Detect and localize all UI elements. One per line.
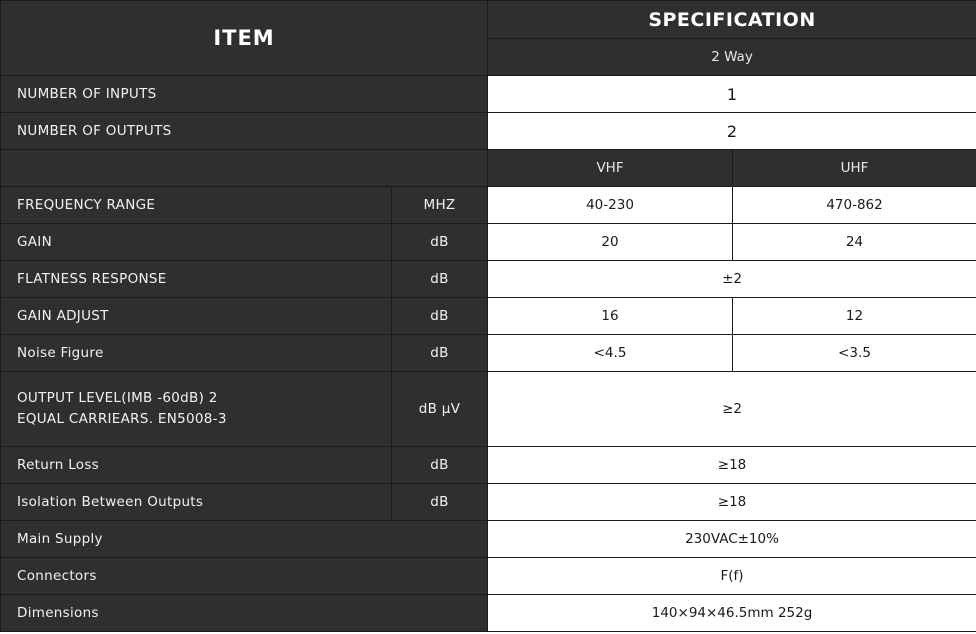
row-unit: dB μV (392, 372, 488, 447)
row-label: Isolation Between Outputs (1, 484, 392, 521)
row-unit: dB (392, 484, 488, 521)
table-row (1, 187, 976, 224)
specification-header: SPECIFICATION (488, 1, 976, 39)
vhf-value: 20 (488, 224, 733, 261)
row-label: GAIN (1, 224, 392, 261)
row-unit: dB (392, 298, 488, 335)
row-label: Connectors (1, 558, 488, 595)
row-label: NUMBER OF INPUTS (1, 76, 488, 113)
uhf-value: 24 (733, 224, 976, 261)
vhf-header: VHF (488, 150, 733, 187)
table-row (1, 298, 976, 335)
table-row (1, 558, 976, 595)
supply-value: 230VAC±10% (488, 521, 976, 558)
uhf-value: 12 (733, 298, 976, 335)
vhf-value: 40-230 (488, 187, 733, 224)
label-line: EQUAL CARRIEARS. EN5008-3 (17, 411, 227, 427)
blank-cell (1, 150, 488, 187)
outputs-value: 2 (488, 113, 976, 150)
table-row (1, 521, 976, 558)
item-header: ITEM (1, 1, 488, 76)
row-label: NUMBER OF OUTPUTS (1, 113, 488, 150)
row-unit: dB (392, 335, 488, 372)
row-unit: dB (392, 261, 488, 298)
table-row (1, 113, 976, 150)
row-unit: MHZ (392, 187, 488, 224)
row-label: FREQUENCY RANGE (1, 187, 392, 224)
row-label: GAIN ADJUST (1, 298, 392, 335)
uhf-value: 470-862 (733, 187, 976, 224)
way-header: 2 Way (488, 39, 976, 76)
uhf-header: UHF (733, 150, 976, 187)
isolation-value: ≥18 (488, 484, 976, 521)
table-row (1, 595, 976, 632)
output-level-value: ≥2 (488, 372, 976, 447)
connectors-value: F(f) (488, 558, 976, 595)
table-row (1, 484, 976, 521)
return-loss-value: ≥18 (488, 447, 976, 484)
dimensions-value: 140×94×46.5mm 252g (488, 595, 976, 632)
uhf-value: <3.5 (733, 335, 976, 372)
label-line: OUTPUT LEVEL(IMB -60dB) 2 (17, 390, 218, 406)
row-label: Dimensions (1, 595, 488, 632)
table-row (1, 261, 976, 298)
row-label: FLATNESS RESPONSE (1, 261, 392, 298)
band-header-row (1, 150, 976, 187)
table-row (1, 76, 976, 113)
row-label: Return Loss (1, 447, 392, 484)
vhf-value: <4.5 (488, 335, 733, 372)
inputs-value: 1 (488, 76, 976, 113)
row-unit: dB (392, 224, 488, 261)
table-row (1, 447, 976, 484)
table-row (1, 335, 976, 372)
table-row (1, 224, 976, 261)
row-label: Noise Figure (1, 335, 392, 372)
row-unit: dB (392, 447, 488, 484)
row-label (1, 372, 392, 447)
vhf-value: 16 (488, 298, 733, 335)
table-row (1, 372, 976, 447)
row-label: Main Supply (1, 521, 488, 558)
flatness-value: ±2 (488, 261, 976, 298)
